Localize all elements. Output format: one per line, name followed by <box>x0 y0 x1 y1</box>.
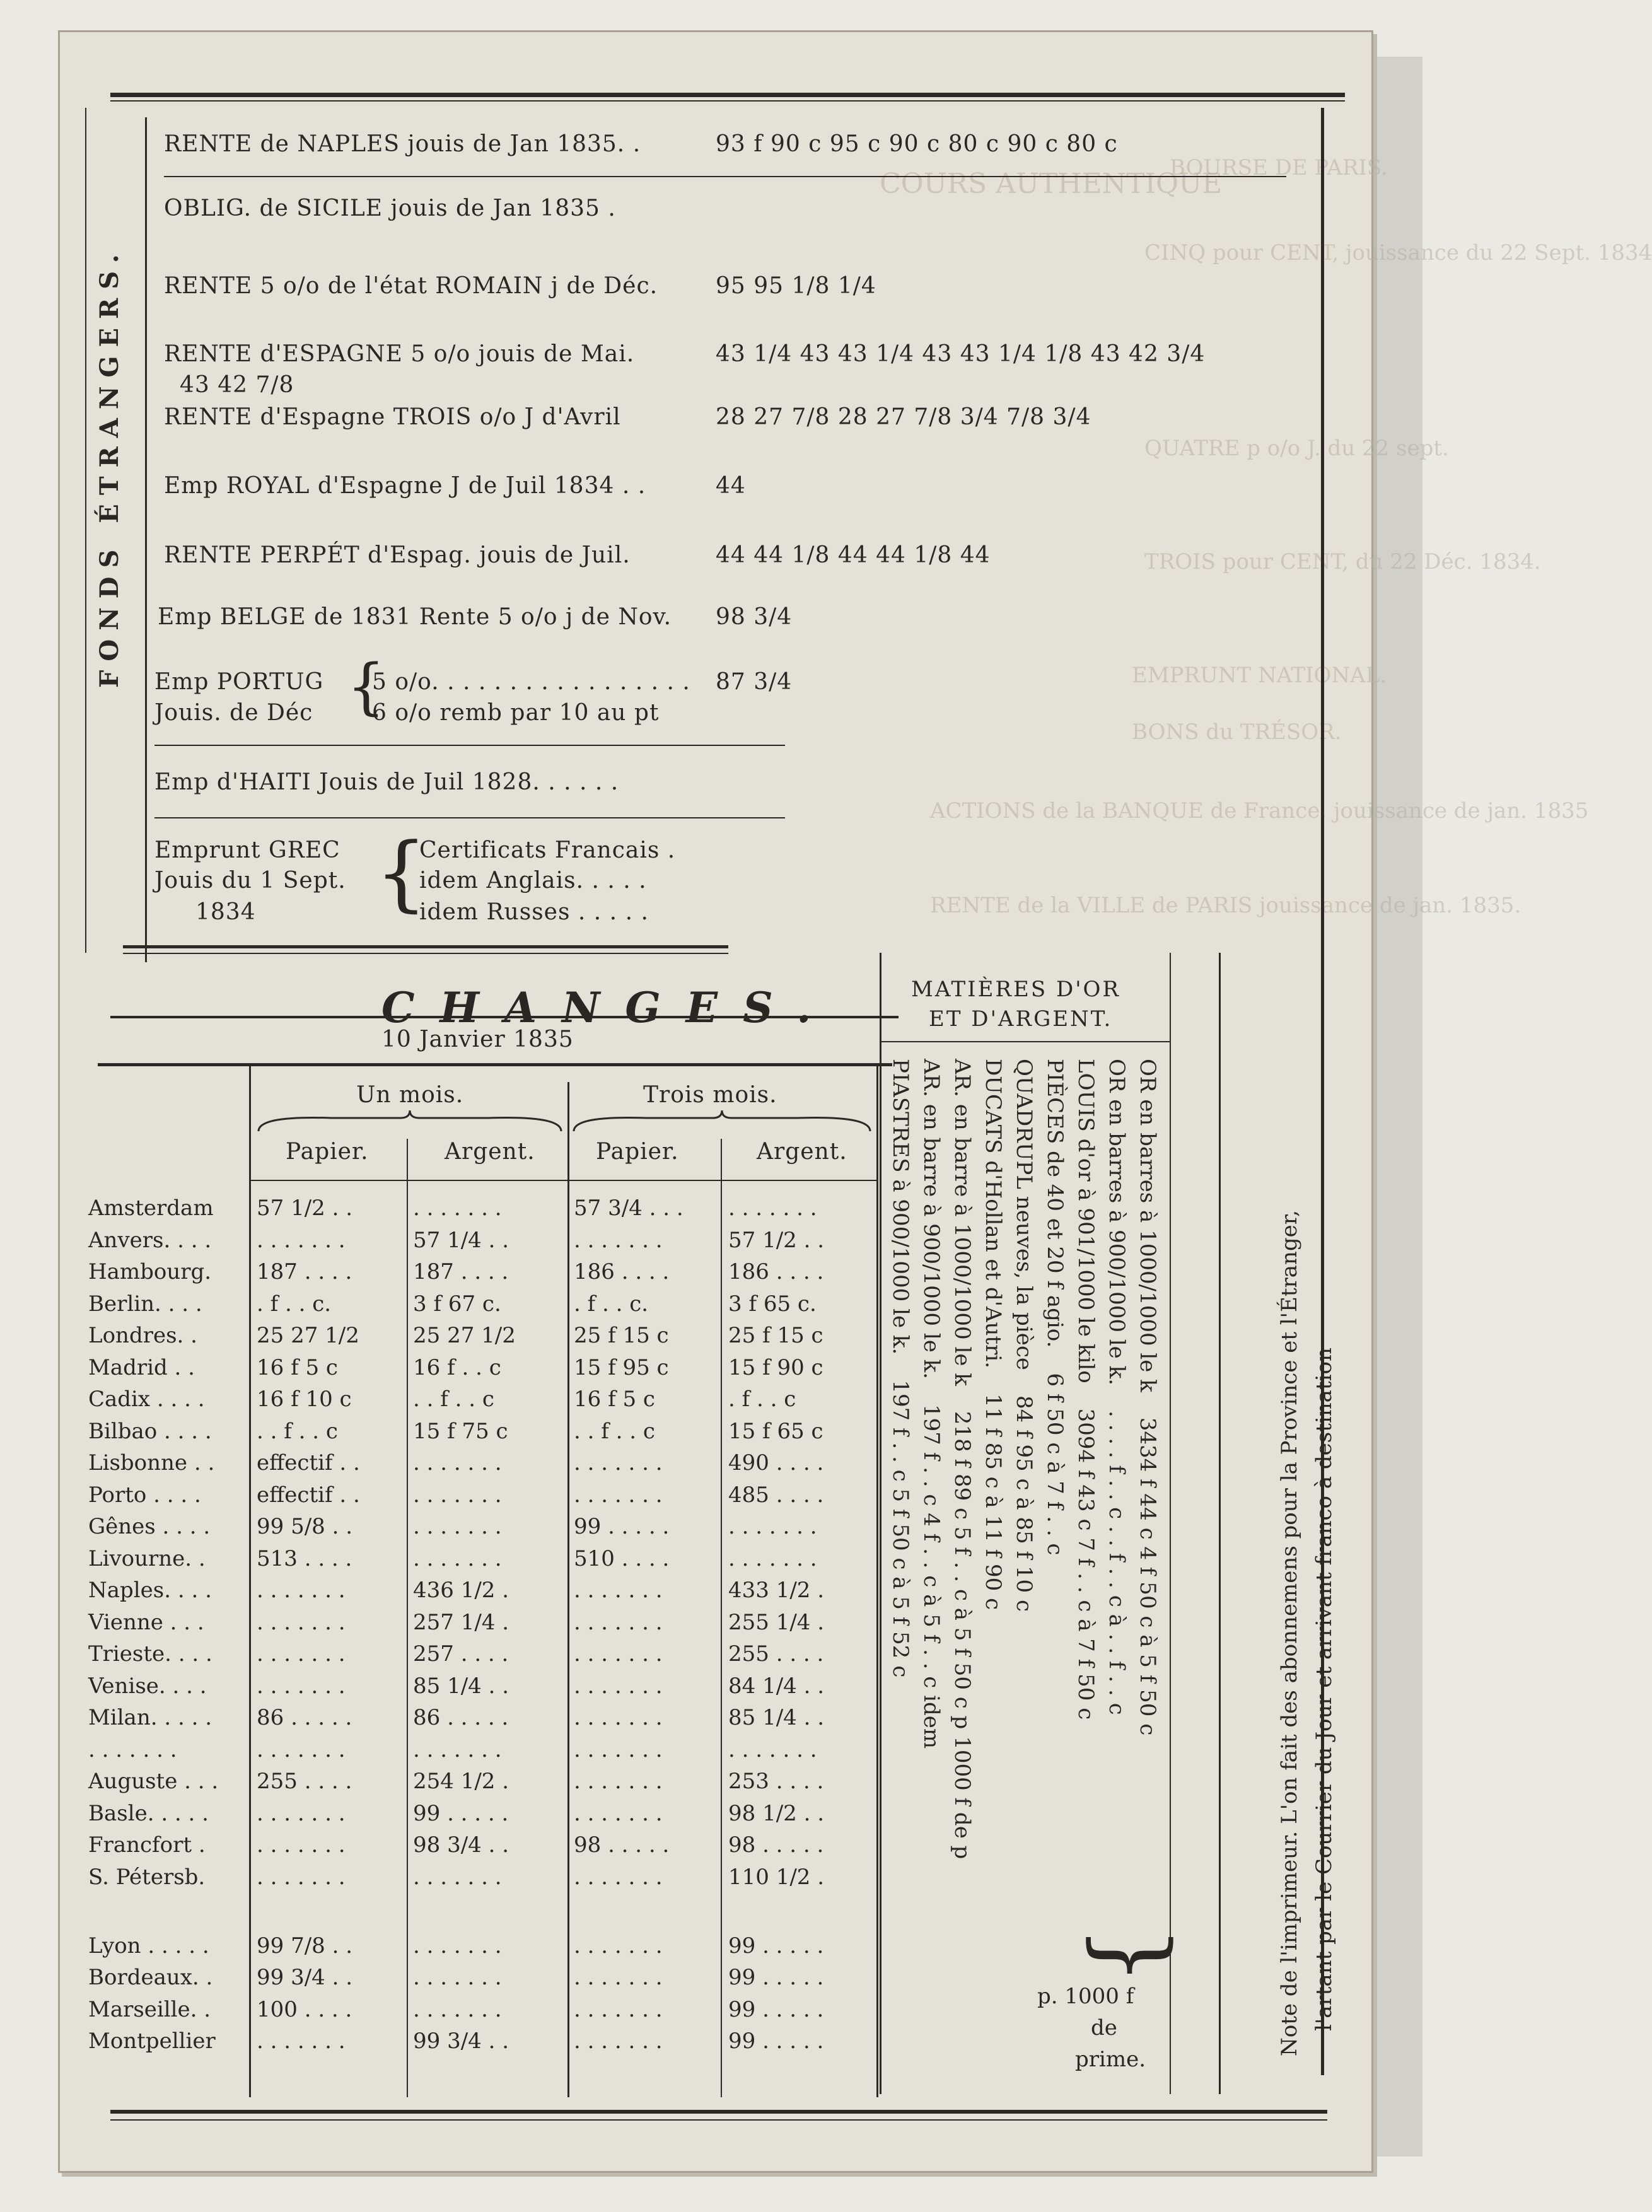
printer-note <box>1277 1210 1302 2056</box>
rate-cell: . . . . . . . <box>257 1737 346 1762</box>
city-cell: Bordeaux. . <box>88 1965 213 1990</box>
rate-cell: 25 27 1/2 <box>257 1323 359 1348</box>
fonds-inner-rule <box>145 117 147 962</box>
rate-cell: 99 . . . . . <box>728 1996 824 2022</box>
fonds-values: 87 3/4 <box>716 669 793 695</box>
row-divider <box>164 176 1286 177</box>
rate-cell: . . . . . . . <box>574 1965 663 1990</box>
matieres-value: 6 f 50 c à 7 f . . c <box>1042 1373 1067 1556</box>
rate-cell: . . . . . . . <box>574 1578 663 1603</box>
rate-cell: 84 1/4 . . <box>728 1673 825 1699</box>
city-cell: Madrid . . <box>88 1354 195 1380</box>
rate-cell: 16 f 10 c <box>257 1387 352 1412</box>
rate-cell: . f . . c <box>728 1387 796 1412</box>
rate-cell: 85 1/4 . . <box>413 1673 509 1699</box>
rate-cell: . . . . . . . <box>257 1673 346 1699</box>
rate-cell: . . . . . . . <box>413 1965 502 1990</box>
matieres-value: 197 f . . c 5 f 50 c à 5 f 52 c <box>888 1380 913 1678</box>
matieres-label: AR. en barre à 1000/1000 le k <box>950 1059 975 1386</box>
rate-cell: 255 1/4 . <box>728 1609 825 1635</box>
fonds-sub: idem Russes . . . . . <box>419 899 649 925</box>
city-cell: Naples. . . . <box>88 1578 212 1603</box>
city-cell: Montpellier <box>88 2029 216 2054</box>
fonds-label: Emp PORTUG <box>154 669 324 695</box>
rate-cell: 25 f 15 c <box>728 1323 823 1348</box>
rate-cell: . . . . . . . <box>413 1196 502 1221</box>
matieres-value: 218 f 89 c 5 f . . c à 5 f 50 c p 1000 f de p <box>950 1411 975 1860</box>
col-rule <box>567 1082 569 2097</box>
row-divider <box>154 745 785 746</box>
rate-cell: . . . . . . . <box>413 1864 502 1890</box>
matieres-item <box>1073 1059 1098 1720</box>
rate-cell: 490 . . . . <box>728 1450 824 1476</box>
rate-cell: 99 . . . . . <box>728 2029 824 2054</box>
printed-page <box>58 30 1652 2173</box>
matieres-label: PIASTRES à 900/1000 le k. <box>888 1059 913 1355</box>
matieres-title: ET D'ARGENT. <box>929 1006 1113 1032</box>
ghost-text: TROIS pour CENT, du 22 Déc. 1834. <box>1144 549 1541 574</box>
column-header: Papier. <box>596 1139 679 1165</box>
matieres-label: LOUIS d'or à 901/1000 le kilo <box>1073 1059 1098 1383</box>
matieres-value: 3094 f 43 c 7 f . . c à 7 f 50 c <box>1073 1408 1098 1720</box>
rate-cell: 86 . . . . . <box>257 1705 352 1730</box>
rate-cell: 25 f 15 c <box>574 1323 669 1348</box>
fonds-label: Emp d'HAITI Jouis de Juil 1828. . . . . . <box>154 769 619 795</box>
rate-cell: 15 f 90 c <box>728 1354 823 1380</box>
fonds-side-title: FONDS ÉTRANGERS. <box>95 245 124 688</box>
rate-cell: 513 . . . . <box>257 1545 352 1571</box>
top-rule <box>110 93 1345 97</box>
rate-cell: . . . . . . . <box>413 1737 502 1762</box>
rate-cell: . . . . . . . <box>574 1450 663 1476</box>
group-header: Un mois. <box>356 1082 464 1108</box>
rate-cell: 3 f 65 c. <box>728 1291 817 1317</box>
rate-cell: . . . . . . . <box>257 2029 346 2054</box>
col-rule <box>721 1139 722 2097</box>
rate-cell: effectif . . <box>257 1450 360 1476</box>
city-cell: Hambourg. <box>88 1259 212 1284</box>
fonds-values: 44 <box>716 473 746 499</box>
printer-note <box>1312 1348 1337 2031</box>
fonds-values: 43 1/4 43 43 1/4 43 43 1/4 1/8 43 42 3/4 <box>716 341 1206 367</box>
bottom-rule <box>110 2110 1327 2114</box>
rate-cell: 86 . . . . . <box>413 1705 509 1730</box>
matieres-left-rule <box>880 953 881 2094</box>
rate-cell: . . . . . . . <box>574 1705 663 1730</box>
matieres-item <box>919 1059 944 1749</box>
rate-cell: . . . . . . . <box>257 1578 346 1603</box>
rate-cell: . . . . . . . <box>257 1864 346 1890</box>
fonds-label: RENTE de NAPLES jouis de Jan 1835. . <box>164 131 641 157</box>
fonds-values: 44 44 1/8 44 44 1/8 44 <box>716 542 991 568</box>
group-brace <box>255 1109 564 1134</box>
city-cell: Venise. . . . <box>88 1673 207 1699</box>
changes-date: 10 Janvier 1835 <box>381 1027 574 1052</box>
fonds-label: Emprunt GREC <box>154 837 340 863</box>
ghost-text: BONS du TRÉSOR. <box>1132 719 1342 745</box>
matieres-value: 84 f 95 c à 85 f 10 c <box>1011 1395 1037 1612</box>
column-header: Argent. <box>757 1139 847 1165</box>
rate-cell: . f . . c. <box>257 1291 332 1317</box>
city-cell: Basle. . . . . <box>88 1800 209 1826</box>
rate-cell: . . . . . . . <box>574 1227 663 1253</box>
matieres-label: PIÈCES de 40 et 20 f agio. <box>1042 1059 1067 1348</box>
fonds-sub: 6 o/o remb par 10 au pt <box>372 700 660 726</box>
city-cell: Gênes . . . . <box>88 1514 211 1539</box>
city-cell: S. Pétersb. <box>88 1864 206 1890</box>
header-rule <box>249 1180 876 1181</box>
changes-top-rule-thin <box>123 953 728 954</box>
matieres-value: 3434 f 44 c 4 f 50 c à 5 f 50 c <box>1135 1417 1160 1736</box>
fonds-label: RENTE d'Espagne TROIS o/o J d'Avril <box>164 404 621 430</box>
note-rule <box>1219 953 1221 2094</box>
rate-cell: . . . . . . . <box>257 1832 346 1858</box>
rate-cell: . . . . . . . <box>574 1996 663 2022</box>
ghost-text: BOURSE DE PARIS. <box>1170 155 1388 180</box>
row-divider <box>154 817 785 818</box>
rate-cell: . . . . . . . <box>574 1609 663 1635</box>
rate-cell: 98 1/2 . . <box>728 1800 825 1826</box>
rate-cell: 16 f 5 c <box>574 1387 655 1412</box>
rate-cell: 110 1/2 . <box>728 1864 825 1890</box>
ghost-text: RENTE de la VILLE de PARIS jouissance de jan. 1835. <box>930 893 1521 918</box>
column-header: Argent. <box>445 1139 535 1165</box>
rate-cell: . . . . . . . <box>574 1641 663 1667</box>
matieres-item <box>1104 1059 1129 1715</box>
fonds-values: 28 27 7/8 28 27 7/8 3/4 7/8 3/4 <box>716 404 1091 430</box>
rate-cell: 98 . . . . . <box>574 1832 670 1858</box>
changes-title: CHANGES. <box>381 983 837 1032</box>
city-cell: Lisbonne . . <box>88 1450 215 1476</box>
rate-cell: 98 3/4 . . <box>413 1832 509 1858</box>
date-rule <box>98 1063 892 1066</box>
matieres-value: . . . . f . . c . . f . . c à . . f . . c <box>1104 1411 1129 1715</box>
rate-cell: . . . . . . . <box>728 1737 817 1762</box>
matieres-right-rule <box>1170 953 1171 2094</box>
rate-cell: 57 1/4 . . <box>413 1227 509 1253</box>
rate-cell: . . . . . . . <box>574 1737 663 1762</box>
brace: } <box>1078 1925 1189 1986</box>
rate-cell: 485 . . . . <box>728 1482 824 1508</box>
matieres-item <box>950 1059 975 1859</box>
rate-cell: 99 . . . . . <box>728 1933 824 1959</box>
prime-label: de <box>1091 2015 1117 2040</box>
rate-cell: . . . . . . . <box>413 1450 502 1476</box>
rate-cell: 99 . . . . . <box>413 1800 509 1826</box>
rate-cell: . . f . . c <box>413 1387 494 1412</box>
fonds-sub: 5 o/o. . . . . . . . . . . . . . . . . <box>372 669 690 695</box>
matieres-value: 11 f 85 c à 11 f 90 c <box>980 1394 1006 1610</box>
prime-label: prime. <box>1075 2047 1146 2072</box>
rate-cell: . . . . . . . <box>728 1545 817 1571</box>
rate-cell: . . . . . . . <box>413 1545 502 1571</box>
column-header: Papier. <box>286 1139 369 1165</box>
fonds-values: 95 95 1/8 1/4 <box>716 273 876 299</box>
matieres-label: DUCATS d'Hollan et d'Autri. <box>980 1059 1006 1369</box>
city-cell: Londres. . <box>88 1323 197 1348</box>
rate-cell: . . . . . . . <box>257 1609 346 1635</box>
ghost-text: ACTIONS de la BANQUE de France, jouissance de jan. 1835 <box>930 798 1589 824</box>
fonds-label: OBLIG. de SICILE jouis de Jan 1835 . <box>164 195 616 221</box>
rate-cell: . . . . . . . <box>413 1996 502 2022</box>
col-rule <box>249 1066 251 2097</box>
rate-cell: 255 . . . . <box>257 1769 352 1794</box>
city-cell: Trieste. . . . <box>88 1641 212 1667</box>
rate-cell: . . . . . . . <box>257 1800 346 1826</box>
rate-cell: . f . . c. <box>574 1291 649 1317</box>
changes-top-rule <box>123 945 728 948</box>
matieres-value: 197 f . . c 4 f . . c à 5 f . . c idem <box>919 1404 944 1749</box>
rate-cell: . . . . . . . <box>574 2029 663 2054</box>
brace: { <box>347 651 386 722</box>
ghost-text: COURS AUTHENTIQUE <box>880 168 1223 200</box>
fonds-label-cont: Jouis. de Déc <box>154 700 313 726</box>
rate-cell: . . . . . . . <box>728 1196 817 1221</box>
matieres-label: OR en barres à 1000/1000 le k <box>1135 1059 1160 1392</box>
printer-note-line1: Note de l'imprimeur. L'on fait des abonnemens pour la Province et l'Étranger, <box>1277 1209 1302 2056</box>
rate-cell: 15 f 75 c <box>413 1418 508 1444</box>
rate-cell: effectif . . <box>257 1482 360 1508</box>
rate-cell: 257 1/4 . <box>413 1609 509 1635</box>
rate-cell: 100 . . . . <box>257 1996 352 2022</box>
fonds-label: RENTE d'ESPAGNE 5 o/o jouis de Mai. <box>164 341 635 367</box>
matieres-rule <box>880 1041 1170 1042</box>
printer-note-line2: l'artant par le Courrier du Jour et arrivant franco à destination <box>1312 1348 1337 2031</box>
fonds-sub: idem Anglais. . . . . <box>419 868 647 894</box>
city-cell: Amsterdam <box>88 1196 214 1221</box>
matieres-label: OR en barres à 900/1000 le k. <box>1104 1059 1129 1386</box>
ghost-text: CINQ pour CENT, jouissance du 22 Sept. 1834 <box>1144 240 1652 265</box>
rate-cell: 16 f 5 c <box>257 1354 338 1380</box>
rate-cell: 186 . . . . <box>574 1259 670 1284</box>
rate-cell: . . . . . . . <box>413 1933 502 1959</box>
rate-cell: 187 . . . . <box>257 1259 352 1284</box>
city-cell: Auguste . . . <box>88 1769 219 1794</box>
rate-cell: . . . . . . . <box>257 1227 346 1253</box>
fonds-values: 98 3/4 <box>716 604 793 630</box>
city-cell: Milan. . . . . <box>88 1705 212 1730</box>
rate-cell: 257 . . . . <box>413 1641 509 1667</box>
rate-cell: . . . . . . . <box>257 1641 346 1667</box>
rate-cell: . . . . . . . <box>728 1514 817 1539</box>
rate-cell: 57 1/2 . . <box>257 1196 353 1221</box>
rate-cell: 85 1/4 . . <box>728 1705 825 1730</box>
rate-cell: 25 27 1/2 <box>413 1323 516 1348</box>
col-rule <box>407 1139 408 2097</box>
fonds-label: Emp BELGE de 1831 Rente 5 o/o j de Nov. <box>158 604 672 630</box>
rate-cell: 98 . . . . . <box>728 1832 824 1858</box>
matieres-item <box>1135 1059 1160 1735</box>
rate-cell: 57 3/4 . . . <box>574 1196 683 1221</box>
rate-cell: . . . . . . . <box>574 1864 663 1890</box>
rate-cell: 99 3/4 . . <box>413 2029 509 2054</box>
fonds-label-cont: 43 42 7/8 <box>180 372 294 398</box>
matieres-item <box>888 1059 913 1677</box>
rate-cell: . . . . . . . <box>574 1933 663 1959</box>
rate-cell: 510 . . . . <box>574 1545 670 1571</box>
fonds-values: 93 f 90 c 95 c 90 c 80 c 90 c 80 c <box>716 131 1118 157</box>
fonds-label-cont: 1834 <box>195 899 256 925</box>
rate-cell: 57 1/2 . . <box>728 1227 825 1253</box>
rate-cell: 255 . . . . <box>728 1641 824 1667</box>
fonds-label: Emp ROYAL d'Espagne J de Juil 1834 . . <box>164 473 646 499</box>
rate-cell: . . . . . . . <box>413 1514 502 1539</box>
rate-cell: 253 . . . . <box>728 1769 824 1794</box>
rate-cell: 16 f . . c <box>413 1354 501 1380</box>
prime-label: p. 1000 f <box>1037 1984 1134 2009</box>
group-header: Trois mois. <box>643 1082 777 1108</box>
fonds-label: RENTE PERPÉT d'Espag. jouis de Juil. <box>164 542 631 568</box>
fonds-label: RENTE 5 o/o de l'état ROMAIN j de Déc. <box>164 273 658 299</box>
rate-cell: 186 . . . . <box>728 1259 824 1284</box>
rate-cell: 254 1/2 . <box>413 1769 509 1794</box>
city-cell: Cadix . . . . <box>88 1387 205 1412</box>
city-cell: Vienne . . . <box>88 1609 204 1635</box>
ghost-text: EMPRUNT NATIONAL. <box>1132 663 1387 688</box>
city-cell: . . . . . . . <box>88 1737 177 1762</box>
rate-cell: 99 5/8 . . <box>257 1514 353 1539</box>
rate-cell: 99 7/8 . . <box>257 1933 353 1959</box>
ghost-text: QUATRE p o/o J. du 22 sept. <box>1144 436 1449 461</box>
city-cell: Francfort . <box>88 1832 206 1858</box>
bottom-rule-thin <box>110 2119 1327 2121</box>
city-cell: Anvers. . . . <box>88 1227 212 1253</box>
matieres-label: QUADRUPL neuves, la pièce <box>1011 1059 1037 1370</box>
matieres-label: AR. en barre à 900/1000 le k. <box>919 1059 944 1380</box>
rate-cell: . . . . . . . <box>574 1482 663 1508</box>
city-cell: Berlin. . . . <box>88 1291 202 1317</box>
rate-cell: 187 . . . . <box>413 1259 509 1284</box>
rate-cell: . . f . . c <box>574 1418 655 1444</box>
matieres-item <box>1042 1059 1067 1555</box>
rate-cell: 433 1/2 . <box>728 1578 825 1603</box>
rate-cell: . . . . . . . <box>574 1800 663 1826</box>
rate-cell: . . . . . . . <box>413 1482 502 1508</box>
group-brace <box>571 1109 873 1134</box>
col-rule <box>876 1066 878 2097</box>
matieres-title: MATIÈRES D'OR <box>911 977 1121 1002</box>
city-cell: Porto . . . . <box>88 1482 201 1508</box>
matieres-item <box>1011 1059 1037 1612</box>
rate-cell: 15 f 95 c <box>574 1354 669 1380</box>
rate-cell: 3 f 67 c. <box>413 1291 501 1317</box>
rate-cell: . . . . . . . <box>574 1673 663 1699</box>
rate-cell: 436 1/2 . <box>413 1578 509 1603</box>
rate-cell: . . f . . c <box>257 1418 338 1444</box>
city-cell: Livourne. . <box>88 1545 206 1571</box>
brace: { <box>375 825 428 921</box>
rate-cell: 99 . . . . . <box>574 1514 670 1539</box>
matieres-item <box>980 1059 1006 1610</box>
fonds-label-cont: Jouis du 1 Sept. <box>154 868 346 894</box>
city-cell: Lyon . . . . . <box>88 1933 209 1959</box>
changes-under-rule <box>110 1016 899 1018</box>
top-rule-thin <box>110 100 1345 102</box>
rate-cell: 99 3/4 . . <box>257 1965 353 1990</box>
city-cell: Marseille. . <box>88 1996 211 2022</box>
rate-cell: 15 f 65 c <box>728 1418 823 1444</box>
city-cell: Bilbao . . . . <box>88 1418 212 1444</box>
rate-cell: . . . . . . . <box>574 1769 663 1794</box>
fonds-left-rule <box>85 108 86 953</box>
rate-cell: 99 . . . . . <box>728 1965 824 1990</box>
fonds-sub: Certificats Francais . <box>419 837 676 863</box>
